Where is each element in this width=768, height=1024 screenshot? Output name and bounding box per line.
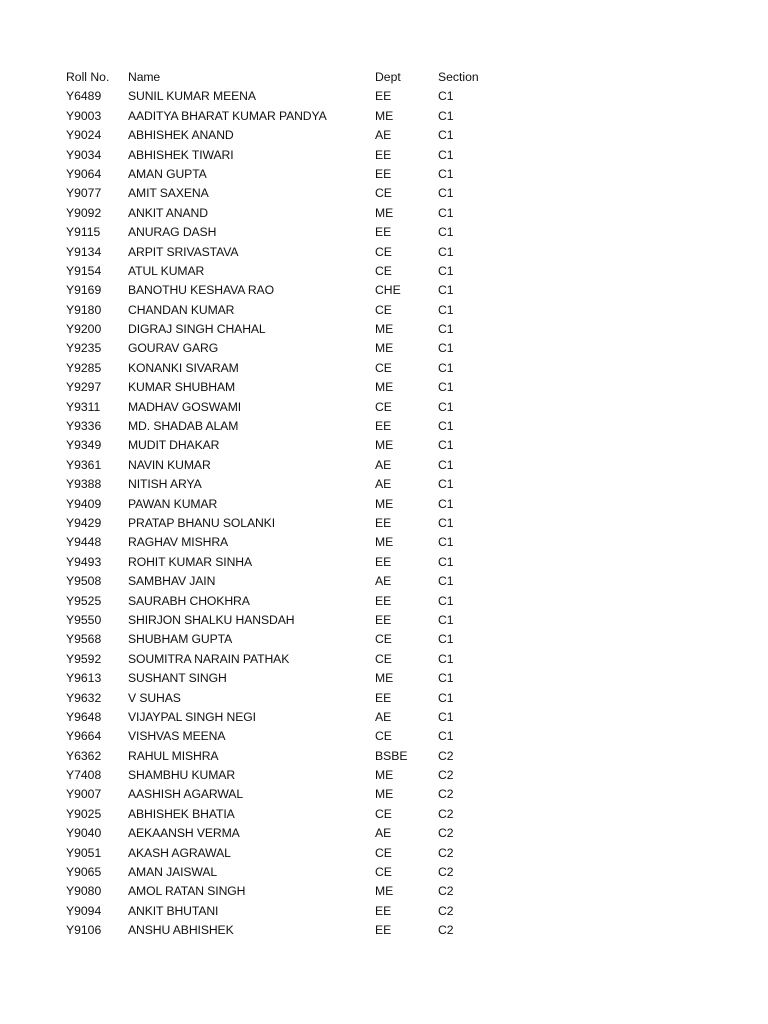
table-row xyxy=(0,727,768,746)
table-row xyxy=(0,882,768,901)
cell-section: C1 xyxy=(438,477,454,492)
cell-roll-no: Y9064 xyxy=(66,166,102,181)
cell-section: C1 xyxy=(438,128,454,143)
table-row xyxy=(0,747,768,766)
cell-name: PRATAP BHANU SOLANKI xyxy=(128,515,275,530)
cell-section: C1 xyxy=(438,89,454,104)
cell-roll-no: Y9115 xyxy=(66,225,101,240)
cell-name: ANSHU ABHISHEK xyxy=(128,923,234,938)
cell-roll-no: Y9568 xyxy=(66,632,102,647)
table-row xyxy=(0,339,768,358)
cell-name: SUNIL KUMAR MEENA xyxy=(128,89,256,104)
cell-dept: CE xyxy=(375,729,392,744)
cell-dept: CE xyxy=(375,632,392,647)
cell-section: C1 xyxy=(438,671,454,686)
cell-dept: ME xyxy=(375,380,394,395)
cell-dept: EE xyxy=(375,225,392,240)
cell-name: ARPIT SRIVASTAVA xyxy=(128,244,239,259)
cell-name: SHUBHAM GUPTA xyxy=(128,632,233,647)
cell-roll-no: Y6489 xyxy=(66,89,102,104)
header-name: Name xyxy=(128,70,161,84)
cell-name: MD. SHADAB ALAM xyxy=(128,419,239,434)
table-row xyxy=(0,553,768,572)
cell-roll-no: Y6362 xyxy=(66,748,102,763)
cell-section: C1 xyxy=(438,166,454,181)
cell-dept: AE xyxy=(375,477,392,492)
cell-roll-no: Y9285 xyxy=(66,360,102,375)
table-row xyxy=(0,495,768,514)
cell-dept: ME xyxy=(375,108,394,123)
cell-roll-no: Y9525 xyxy=(66,593,102,608)
cell-roll-no: Y9007 xyxy=(66,787,102,802)
cell-section: C1 xyxy=(438,535,454,550)
cell-dept: CE xyxy=(375,399,392,414)
header-roll-no: Roll No. xyxy=(66,70,110,84)
table-row xyxy=(0,126,768,145)
cell-roll-no: Y9080 xyxy=(66,884,102,899)
cell-section: C2 xyxy=(438,884,454,899)
cell-name: GOURAV GARG xyxy=(128,341,219,356)
cell-name: AADITYA BHARAT KUMAR PANDYA xyxy=(128,108,327,123)
cell-section: C1 xyxy=(438,457,454,472)
cell-roll-no: Y9311 xyxy=(66,399,101,414)
cell-section: C2 xyxy=(438,748,454,763)
cell-roll-no: Y9448 xyxy=(66,535,102,550)
cell-roll-no: Y9094 xyxy=(66,903,102,918)
cell-name: ROHIT KUMAR SINHA xyxy=(128,554,253,569)
cell-name: KONANKI SIVARAM xyxy=(128,360,239,375)
cell-roll-no: Y9297 xyxy=(66,380,102,395)
cell-roll-no: Y9025 xyxy=(66,806,102,821)
table-body xyxy=(0,87,768,940)
cell-name: ANKIT BHUTANI xyxy=(128,903,219,918)
cell-name: AMAN GUPTA xyxy=(128,166,207,181)
cell-name: SHIRJON SHALKU HANSDAH xyxy=(128,612,295,627)
cell-name: ANURAG DASH xyxy=(128,225,217,240)
cell-section: C1 xyxy=(438,612,454,627)
cell-section: C1 xyxy=(438,263,454,278)
student-list-table xyxy=(0,68,768,941)
cell-name: SAURABH CHOKHRA xyxy=(128,593,250,608)
cell-dept: EE xyxy=(375,147,392,162)
table-row xyxy=(0,824,768,843)
cell-section: C1 xyxy=(438,302,454,317)
cell-dept: EE xyxy=(375,554,392,569)
cell-section: C2 xyxy=(438,787,454,802)
cell-dept: ME xyxy=(375,322,394,337)
cell-section: C1 xyxy=(438,709,454,724)
table-row xyxy=(0,398,768,417)
cell-roll-no: Y9134 xyxy=(66,244,102,259)
cell-roll-no: Y9154 xyxy=(66,263,102,278)
cell-name: NAVIN KUMAR xyxy=(128,457,211,472)
cell-section: C1 xyxy=(438,225,454,240)
cell-section: C2 xyxy=(438,865,454,880)
cell-dept: CE xyxy=(375,244,392,259)
cell-roll-no: Y9077 xyxy=(66,186,102,201)
cell-dept: AE xyxy=(375,709,392,724)
cell-dept: AE xyxy=(375,826,392,841)
cell-roll-no: Y9508 xyxy=(66,574,102,589)
cell-dept: ME xyxy=(375,341,394,356)
cell-roll-no: Y9592 xyxy=(66,651,102,666)
table-row xyxy=(0,436,768,455)
cell-name: MADHAV GOSWAMI xyxy=(128,399,242,414)
cell-dept: EE xyxy=(375,419,392,434)
cell-dept: EE xyxy=(375,593,392,608)
header-section: Section xyxy=(438,70,479,84)
table-row xyxy=(0,844,768,863)
table-row xyxy=(0,475,768,494)
table-row xyxy=(0,766,768,785)
cell-name: BANOTHU KESHAVA RAO xyxy=(128,283,274,298)
cell-section: C2 xyxy=(438,903,454,918)
table-row xyxy=(0,165,768,184)
cell-section: C2 xyxy=(438,923,454,938)
cell-name: AMOL RATAN SINGH xyxy=(128,884,246,899)
cell-roll-no: Y9388 xyxy=(66,477,102,492)
cell-section: C1 xyxy=(438,147,454,162)
cell-roll-no: Y9180 xyxy=(66,302,102,317)
cell-section: C1 xyxy=(438,186,454,201)
cell-dept: CHE xyxy=(375,283,401,298)
cell-dept: CE xyxy=(375,651,392,666)
cell-roll-no: Y9024 xyxy=(66,128,102,143)
cell-dept: EE xyxy=(375,612,392,627)
cell-name: ATUL KUMAR xyxy=(128,263,205,278)
table-row xyxy=(0,378,768,397)
cell-name: VIJAYPAL SINGH NEGI xyxy=(128,709,256,724)
table-row xyxy=(0,669,768,688)
cell-section: C2 xyxy=(438,768,454,783)
cell-roll-no: Y9493 xyxy=(66,554,102,569)
cell-section: C1 xyxy=(438,341,454,356)
cell-dept: CE xyxy=(375,360,392,375)
cell-name: ABHISHEK TIWARI xyxy=(128,147,234,162)
cell-section: C2 xyxy=(438,806,454,821)
table-header-row xyxy=(0,68,768,87)
cell-dept: ME xyxy=(375,205,394,220)
cell-section: C1 xyxy=(438,729,454,744)
cell-dept: EE xyxy=(375,166,392,181)
table-row xyxy=(0,921,768,940)
cell-roll-no: Y9613 xyxy=(66,671,102,686)
table-row xyxy=(0,514,768,533)
table-row xyxy=(0,805,768,824)
table-row xyxy=(0,262,768,281)
cell-name: AASHISH AGARWAL xyxy=(128,787,243,802)
cell-section: C1 xyxy=(438,205,454,220)
cell-name: AKASH AGRAWAL xyxy=(128,845,231,860)
table-row xyxy=(0,359,768,378)
table-row xyxy=(0,146,768,165)
cell-dept: EE xyxy=(375,89,392,104)
cell-section: C1 xyxy=(438,322,454,337)
cell-section: C1 xyxy=(438,651,454,666)
table-row xyxy=(0,281,768,300)
cell-name: AMAN JAISWAL xyxy=(128,865,218,880)
table-row xyxy=(0,184,768,203)
cell-name: SOUMITRA NARAIN PATHAK xyxy=(128,651,290,666)
cell-section: C1 xyxy=(438,438,454,453)
cell-roll-no: Y9003 xyxy=(66,108,102,123)
table-row xyxy=(0,863,768,882)
cell-name: SAMBHAV JAIN xyxy=(128,574,216,589)
cell-section: C1 xyxy=(438,360,454,375)
cell-dept: CE xyxy=(375,302,392,317)
cell-name: ANKIT ANAND xyxy=(128,205,208,220)
cell-section: C1 xyxy=(438,380,454,395)
cell-dept: ME xyxy=(375,671,394,686)
cell-roll-no: Y9200 xyxy=(66,322,102,337)
cell-name: V SUHAS xyxy=(128,690,181,705)
cell-name: CHANDAN KUMAR xyxy=(128,302,235,317)
cell-dept: ME xyxy=(375,496,394,511)
cell-roll-no: Y9034 xyxy=(66,147,102,162)
cell-name: SUSHANT SINGH xyxy=(128,671,227,686)
cell-roll-no: Y9040 xyxy=(66,826,102,841)
cell-name: KUMAR SHUBHAM xyxy=(128,380,236,395)
table-row xyxy=(0,572,768,591)
cell-roll-no: Y9169 xyxy=(66,283,102,298)
cell-section: C1 xyxy=(438,108,454,123)
cell-dept: AE xyxy=(375,457,392,472)
cell-dept: ME xyxy=(375,768,394,783)
cell-dept: EE xyxy=(375,903,392,918)
cell-section: C1 xyxy=(438,399,454,414)
cell-roll-no: Y9648 xyxy=(66,709,102,724)
cell-name: DIGRAJ SINGH CHAHAL xyxy=(128,322,266,337)
cell-name: RAGHAV MISHRA xyxy=(128,535,229,550)
cell-section: C1 xyxy=(438,574,454,589)
cell-roll-no: Y9664 xyxy=(66,729,102,744)
table-row xyxy=(0,204,768,223)
table-row xyxy=(0,650,768,669)
cell-roll-no: Y9349 xyxy=(66,438,102,453)
table-row xyxy=(0,456,768,475)
cell-section: C1 xyxy=(438,632,454,647)
cell-roll-no: Y9361 xyxy=(66,457,102,472)
cell-dept: EE xyxy=(375,515,392,530)
cell-dept: AE xyxy=(375,574,392,589)
cell-dept: EE xyxy=(375,923,392,938)
table-row xyxy=(0,320,768,339)
cell-roll-no: Y7408 xyxy=(66,768,102,783)
cell-section: C1 xyxy=(438,554,454,569)
cell-dept: ME xyxy=(375,787,394,802)
cell-dept: CE xyxy=(375,865,392,880)
cell-section: C2 xyxy=(438,845,454,860)
table-row xyxy=(0,223,768,242)
table-row xyxy=(0,611,768,630)
table-row xyxy=(0,630,768,649)
cell-name: ABHISHEK BHATIA xyxy=(128,806,235,821)
cell-section: C1 xyxy=(438,515,454,530)
cell-dept: CE xyxy=(375,263,392,278)
cell-dept: AE xyxy=(375,128,392,143)
cell-name: AEKAANSH VERMA xyxy=(128,826,240,841)
cell-section: C1 xyxy=(438,496,454,511)
cell-name: NITISH ARYA xyxy=(128,477,202,492)
cell-roll-no: Y9429 xyxy=(66,515,102,530)
cell-name: VISHVAS MEENA xyxy=(128,729,226,744)
header-dept: Dept xyxy=(375,70,401,84)
cell-roll-no: Y9336 xyxy=(66,419,102,434)
cell-roll-no: Y9051 xyxy=(66,845,102,860)
cell-name: ABHISHEK ANAND xyxy=(128,128,234,143)
cell-dept: ME xyxy=(375,884,394,899)
cell-roll-no: Y9235 xyxy=(66,341,102,356)
table-row xyxy=(0,417,768,436)
cell-name: RAHUL MISHRA xyxy=(128,748,219,763)
cell-section: C1 xyxy=(438,244,454,259)
table-row xyxy=(0,87,768,106)
cell-section: C1 xyxy=(438,419,454,434)
cell-roll-no: Y9409 xyxy=(66,496,102,511)
cell-roll-no: Y9632 xyxy=(66,690,102,705)
table-row xyxy=(0,301,768,320)
table-row xyxy=(0,107,768,126)
cell-name: PAWAN KUMAR xyxy=(128,496,218,511)
cell-dept: CE xyxy=(375,845,392,860)
table-row xyxy=(0,243,768,262)
cell-dept: EE xyxy=(375,690,392,705)
table-row xyxy=(0,689,768,708)
cell-roll-no: Y9550 xyxy=(66,612,102,627)
cell-roll-no: Y9092 xyxy=(66,205,102,220)
table-row xyxy=(0,592,768,611)
cell-name: AMIT SAXENA xyxy=(128,186,209,201)
cell-section: C1 xyxy=(438,690,454,705)
cell-name: MUDIT DHAKAR xyxy=(128,438,220,453)
table-row xyxy=(0,708,768,727)
cell-dept: ME xyxy=(375,438,394,453)
cell-dept: CE xyxy=(375,806,392,821)
cell-dept: CE xyxy=(375,186,392,201)
cell-roll-no: Y9065 xyxy=(66,865,102,880)
cell-section: C2 xyxy=(438,826,454,841)
table-row xyxy=(0,785,768,804)
cell-section: C1 xyxy=(438,593,454,608)
cell-dept: ME xyxy=(375,535,394,550)
cell-dept: BSBE xyxy=(375,748,408,763)
cell-roll-no: Y9106 xyxy=(66,923,102,938)
table-row xyxy=(0,533,768,552)
cell-section: C1 xyxy=(438,283,454,298)
table-row xyxy=(0,902,768,921)
cell-name: SHAMBHU KUMAR xyxy=(128,768,236,783)
